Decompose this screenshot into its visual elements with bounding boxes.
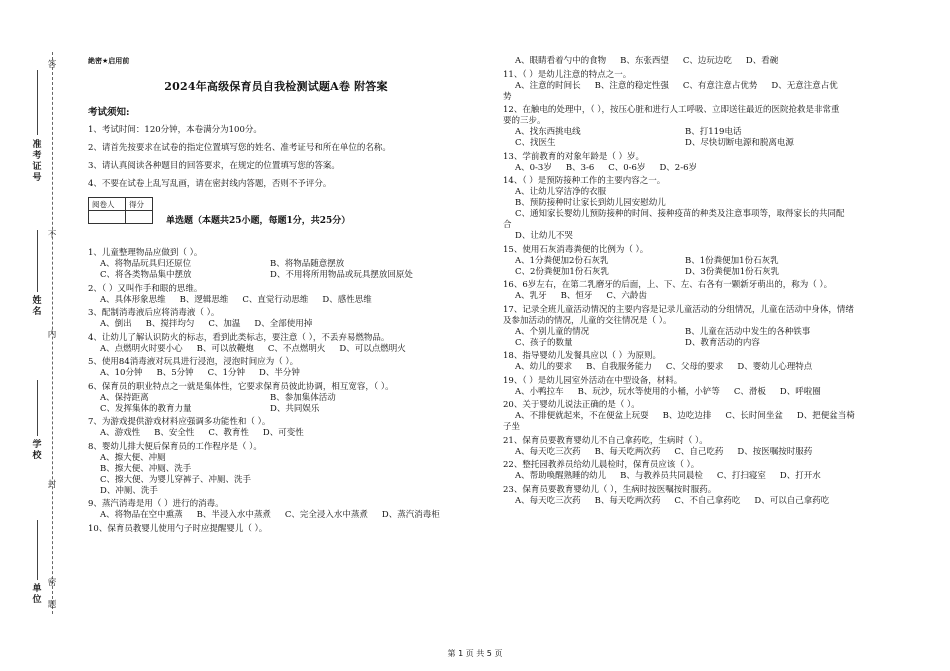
binding-mark: 答	[47, 60, 57, 70]
answer-option[interactable]: A、游戏性	[100, 428, 141, 438]
answer-option[interactable]: C、0-6岁	[608, 162, 646, 173]
answer-option[interactable]: D、2-6岁	[659, 162, 697, 173]
question-item	[88, 308, 464, 330]
question-stem: 8、婴幼儿排大便后保育员的工作程序是（ ）。	[88, 441, 262, 452]
answer-option[interactable]: A、保持距离	[100, 392, 149, 403]
question-item	[503, 152, 903, 174]
option-row	[88, 295, 464, 306]
answer-option[interactable]: A、倒出	[100, 319, 132, 329]
question-item	[503, 305, 903, 349]
answer-option[interactable]: D、可以点燃明火	[339, 343, 406, 354]
answer-option[interactable]: B、1份粪便加1份石灰乳	[685, 255, 779, 266]
option-row	[88, 428, 464, 439]
question-item	[503, 56, 903, 67]
notice-item: 2、请首先按要求在试卷的指定位置填写您的姓名、准考证号和所在单位的名称。	[88, 143, 391, 153]
question-stem-cont: 要的三步。	[503, 116, 546, 126]
answer-option[interactable]: B、预防接种时让家长到幼儿园安慰幼儿	[515, 198, 666, 208]
answer-option[interactable]: A、将物品玩具归还原位	[100, 259, 192, 269]
exam-number-line	[37, 70, 38, 135]
answer-option[interactable]: B、注意的稳定性强	[594, 80, 669, 91]
question-stem: 4、让幼儿了解认识防火的标志，看到此类标志，要注意（ ），不丢弃易燃物品。	[88, 332, 390, 343]
binding-mark: 内	[47, 330, 57, 340]
question-stem-cont: 及参加活动的情况，儿童的交往情况是（ ）。	[503, 315, 672, 326]
answer-option[interactable]: A、眼睛看着勺中的食物	[515, 56, 607, 66]
answer-option[interactable]: B、半浸入水中蒸煮	[196, 510, 271, 520]
answer-option[interactable]: B、边吃边排	[662, 411, 712, 421]
option-row	[503, 291, 903, 302]
option-row	[503, 496, 903, 507]
answer-option[interactable]: C、不自己拿药吃	[674, 495, 741, 506]
option-row	[88, 368, 464, 379]
answer-option[interactable]: C、找医生	[515, 138, 556, 148]
answer-option[interactable]: C、六龄齿	[606, 291, 647, 301]
answer-option[interactable]: D、感性思维	[322, 294, 372, 305]
page-footer: 第 1 页 共 5 页	[447, 649, 503, 658]
score-cell[interactable]	[126, 211, 153, 224]
question-item	[503, 280, 903, 302]
question-stem: 15、使用石灰消毒粪便的比例为（ ）。	[503, 244, 649, 255]
option-row	[503, 327, 903, 338]
page-title: 2024年高级保育员自我检测试题A卷 附答案	[164, 80, 388, 93]
answer-option[interactable]: A、每天吃三次药	[515, 446, 581, 457]
answer-option[interactable]: A、不排便就起来，不在便盆上玩耍	[515, 411, 649, 421]
answer-option[interactable]: A、1分粪便加2份石灰乳	[515, 255, 609, 266]
answer-option[interactable]: B、与教养员共同晨检	[620, 471, 703, 481]
answer-option[interactable]: B、儿童在活动中发生的各种铁事	[685, 326, 811, 337]
answer-option[interactable]: A、乳牙	[515, 291, 547, 301]
question-item	[88, 333, 464, 355]
answer-option[interactable]: B、每天吃两次药	[594, 446, 661, 457]
answer-option[interactable]: C、父母的要求	[665, 362, 724, 372]
answer-option[interactable]: D、尽快切断电源和脱离电源	[685, 138, 794, 148]
answer-option[interactable]: C、2份粪便加1份石灰乳	[515, 266, 609, 277]
answer-option[interactable]: D、不用将所用物品或玩具摆放回原处	[270, 270, 413, 280]
question-stem: 10、保育员教婴儿使用勺子时应提醒婴儿（ ）。	[88, 523, 268, 534]
option-row	[503, 471, 903, 482]
answer-option[interactable]: B、恒牙	[560, 291, 593, 301]
option-row	[88, 393, 464, 404]
question-stem: 16、6岁左右，在第二乳磨牙的后面，上、下、左、右各有一颗新牙萌出的，称为（ ）。	[503, 280, 833, 290]
question-item	[88, 524, 464, 535]
answer-option[interactable]: D、把便盆当椅	[796, 411, 855, 421]
notice-item: 3、请认真阅读各种题目的回答要求，在规定的位置填写您的答案。	[88, 161, 340, 171]
answer-option[interactable]: A、个别儿童的情况	[515, 326, 590, 337]
answer-option[interactable]: D、可以自己拿药吃	[754, 495, 830, 506]
notice-item: 1、考试时间：120分钟，本卷满分为100分。	[88, 125, 262, 135]
answer-option[interactable]: C、教育性	[208, 428, 249, 438]
answer-option[interactable]: B、可以放鞭炮	[196, 343, 254, 354]
option-row	[88, 464, 464, 475]
option-row	[88, 259, 464, 270]
answer-option[interactable]: D、蒸汽消毒柜	[381, 510, 440, 520]
option-row	[88, 486, 464, 497]
question-stem: 19、（ ）是幼儿园室外活动在中型设备，材料。	[503, 375, 683, 386]
answer-option[interactable]: C、通知家长婴幼儿预防接种的时间、接种疫苗的种类及注意事项等，取得家长的共同配	[515, 209, 845, 219]
answer-option[interactable]: C、发挥集体的教育力量	[100, 403, 192, 414]
answer-option[interactable]: B、搅拌均匀	[145, 319, 195, 329]
question-item	[88, 382, 464, 415]
question-stem: 23、保育员要教育婴幼儿（ ），生病时按医嘱按时服药。	[503, 484, 717, 495]
answer-option[interactable]: D、全部使用掉	[254, 319, 313, 329]
question-item	[503, 460, 903, 482]
question-stem: 11、（ ）是幼儿注意的特点之一。	[503, 69, 632, 80]
unit-line	[37, 520, 38, 580]
right-column	[503, 56, 903, 509]
section-title: 单选题（本题共25小题，每题1分，共25分）	[166, 216, 351, 226]
question-item	[88, 357, 464, 379]
question-stem: 7、为游戏提供游戏材料应强调多功能性和（ ）。	[88, 417, 271, 427]
answer-option[interactable]: B、逻辑思维	[179, 294, 229, 305]
answer-option[interactable]: C、将各类物品集中摆放	[100, 270, 192, 280]
question-stem: 1、儿童整理物品应做到（ ）。	[88, 248, 203, 258]
option-wrap: 势	[503, 91, 512, 102]
school-line	[37, 380, 38, 436]
binding-mark: 题	[47, 600, 57, 610]
question-item	[88, 284, 464, 306]
question-item	[88, 499, 464, 521]
answer-option[interactable]: A、0-3岁	[515, 162, 552, 173]
answer-option[interactable]: B、东张西望	[620, 56, 669, 66]
option-row	[503, 209, 903, 220]
option-row	[88, 453, 464, 464]
answer-option[interactable]: D、半分钟	[259, 368, 300, 378]
option-row	[503, 163, 903, 174]
question-stem: 9、蒸汽消毒是用（ ）进行的消毒。	[88, 499, 224, 509]
option-row	[503, 362, 903, 373]
answer-option[interactable]: D、共同娱乐	[270, 403, 320, 414]
answer-option[interactable]: D、3份粪便加1份石灰乳	[685, 266, 780, 277]
answer-option[interactable]: D、冲厕、洗手	[100, 485, 158, 496]
option-row	[503, 56, 903, 67]
question-item	[503, 400, 903, 433]
binding-mark: 封	[47, 480, 57, 490]
question-stem: 5、使用84消毒液对玩具进行浸泡，浸泡时间应为（ ）。	[88, 357, 299, 367]
answer-option[interactable]: A、注意的时间长	[515, 80, 581, 91]
question-stem: 6、保育员的职业特点之一就是集体性，它要求保育员彼此协调，相互宽容，（ ）。	[88, 381, 394, 392]
answer-option[interactable]: D、打开水	[779, 471, 821, 481]
answer-option[interactable]: B、将物品随意摆放	[270, 259, 345, 269]
option-wrap: 合	[503, 220, 512, 230]
notice-heading: 考试须知:	[88, 107, 130, 118]
option-row	[503, 387, 903, 398]
question-stem: 13、学前教育的对象年龄是（ ）岁。	[503, 151, 645, 162]
answer-option[interactable]: C、长时间坐盆	[725, 411, 783, 421]
option-row	[88, 475, 464, 486]
answer-option[interactable]: D、让幼儿不哭	[515, 231, 573, 241]
answer-option[interactable]: A、将物品在空中熏蒸	[100, 510, 183, 520]
answer-option[interactable]: A、帮助唤醒熟睡的幼儿	[515, 471, 607, 481]
answer-option[interactable]: C、自己吃药	[674, 446, 724, 457]
answer-option[interactable]: B、打119电话	[685, 127, 742, 137]
binding-label-school: 学校	[32, 440, 42, 461]
option-row	[88, 510, 464, 521]
question-item	[503, 436, 903, 458]
binding-label-name: 姓名	[32, 296, 42, 317]
question-stem: 20、关于婴幼儿说法正确的是（ ）。	[503, 400, 640, 410]
answer-option[interactable]: B、每天吃两次药	[594, 495, 661, 506]
question-item	[88, 417, 464, 439]
question-stem: 18、指导婴幼儿发餐具应以（ ）为原则。	[503, 351, 662, 361]
option-row	[88, 344, 464, 355]
option-row	[503, 256, 903, 267]
option-row	[503, 127, 903, 138]
question-stem: 14、（ ）是预防接种工作的主要内容之一。	[503, 176, 666, 186]
answer-option[interactable]: B、擦大便、冲厕、洗手	[100, 463, 192, 474]
answer-option[interactable]: B、自我服务能力	[586, 362, 652, 372]
notice-item: 4、不要在试卷上乱写乱画，请在密封线内答题，否则不予评分。	[88, 179, 332, 189]
answer-option[interactable]: B、安全性	[154, 428, 195, 438]
option-row	[503, 411, 903, 422]
score-box	[88, 197, 153, 224]
option-row	[503, 187, 903, 198]
binding-mark: 不	[47, 230, 57, 240]
reviewer-cell[interactable]	[89, 211, 126, 224]
answer-option[interactable]: C、不点燃明火	[267, 343, 326, 354]
answer-option[interactable]: D、无意注意占优	[771, 80, 838, 91]
answer-option[interactable]: A、找东西挑电线	[515, 127, 581, 137]
binding-label-unit: 单位	[32, 584, 42, 605]
question-stem: 17、记录全班儿童活动情况的主要内容是记录儿童活动的分组情况，儿童在活动中身体，情绪	[503, 304, 854, 315]
option-row	[503, 267, 903, 278]
answer-option[interactable]: D、看碗	[745, 56, 779, 66]
option-row	[88, 270, 464, 281]
question-item	[503, 245, 903, 278]
option-row	[503, 231, 903, 242]
answer-option[interactable]: B、3-6	[565, 162, 595, 173]
answer-option[interactable]: C、加温	[208, 319, 241, 329]
option-wrap: 子坐	[503, 422, 521, 432]
question-item	[503, 351, 903, 373]
answer-option[interactable]: D、按医嘱按时服药	[737, 446, 813, 457]
option-row	[503, 81, 903, 92]
answer-option[interactable]: C、滑板	[733, 386, 766, 397]
question-stem: 21、保育员要教育婴幼儿不自己拿药吃，生病时（ ）。	[503, 435, 708, 446]
binding-mark: 密	[47, 578, 57, 588]
question-item	[88, 442, 464, 497]
question-item	[88, 248, 464, 281]
question-item	[503, 105, 903, 149]
reviewer-label: 阅卷人	[89, 198, 126, 211]
score-label: 得分	[126, 198, 153, 211]
answer-option[interactable]: C、有意注意占优势	[682, 80, 758, 91]
answer-option[interactable]: D、婴幼儿心理特点	[737, 362, 813, 372]
question-stem: 12、在触电的处理中，（ ），按压心脏和进行人工呼吸、立即送往最近的医院抢救是非常重	[503, 105, 840, 115]
answer-option[interactable]: B、参加集体活动	[270, 392, 336, 403]
answer-option[interactable]: C、1分钟	[207, 368, 246, 378]
option-row	[88, 404, 464, 415]
question-item	[503, 376, 903, 398]
answer-option[interactable]: A、具体形象思维	[100, 294, 166, 305]
option-row	[503, 138, 903, 149]
answer-option[interactable]: D、可变性	[262, 428, 304, 438]
answer-option[interactable]: C、孩子的数量	[515, 337, 573, 348]
confidential-seal: 絶密★启用前	[88, 57, 130, 65]
answer-option[interactable]: A、幼儿的要求	[515, 362, 573, 372]
question-stem: 22、整托园教养员给幼儿晨检时，保育员应该（ ）。	[503, 460, 700, 470]
answer-option[interactable]: A、让幼儿穿洁净的衣服	[515, 187, 607, 197]
question-item	[503, 485, 903, 507]
answer-option[interactable]: B、玩沙，玩水等使用的小桶，小铲等	[577, 386, 720, 397]
answer-option[interactable]: D、教育活动的内容	[685, 337, 760, 348]
answer-option[interactable]: B、5分钟	[156, 368, 194, 378]
name-line	[37, 230, 38, 292]
answer-option[interactable]: C、打扫寝室	[716, 471, 766, 481]
answer-option[interactable]: A、每天吃三次药	[515, 495, 581, 506]
option-row	[503, 338, 903, 349]
question-item	[503, 176, 903, 242]
answer-option[interactable]: C、直觉行动思维	[242, 294, 309, 305]
answer-option[interactable]: C、边玩边吃	[682, 56, 732, 66]
answer-option[interactable]: C、擦大便、为婴儿穿裤子、冲厕、洗手	[100, 474, 252, 485]
question-stem: 2、（ ）又叫作手和眼的思维。	[88, 283, 203, 294]
question-list-left	[88, 248, 464, 535]
binding-label-exam-number: 准考证号	[32, 140, 42, 183]
left-column	[88, 56, 464, 537]
answer-option[interactable]: A、点燃明火时要小心	[100, 343, 183, 354]
question-item	[503, 70, 903, 103]
question-list-right	[503, 56, 903, 507]
question-stem: 3、配制消毒液后应将消毒液（ ）。	[88, 308, 220, 318]
option-row	[503, 447, 903, 458]
answer-option[interactable]: A、擦大便、冲厕	[100, 452, 166, 463]
answer-option[interactable]: C、完全浸入水中蒸煮	[284, 510, 368, 520]
answer-option[interactable]: A、10分钟	[100, 368, 143, 378]
option-row	[88, 319, 464, 330]
answer-option[interactable]: A、小鸭拉车	[515, 386, 564, 397]
option-row	[503, 198, 903, 209]
answer-option[interactable]: D、呼啦圈	[779, 386, 821, 397]
